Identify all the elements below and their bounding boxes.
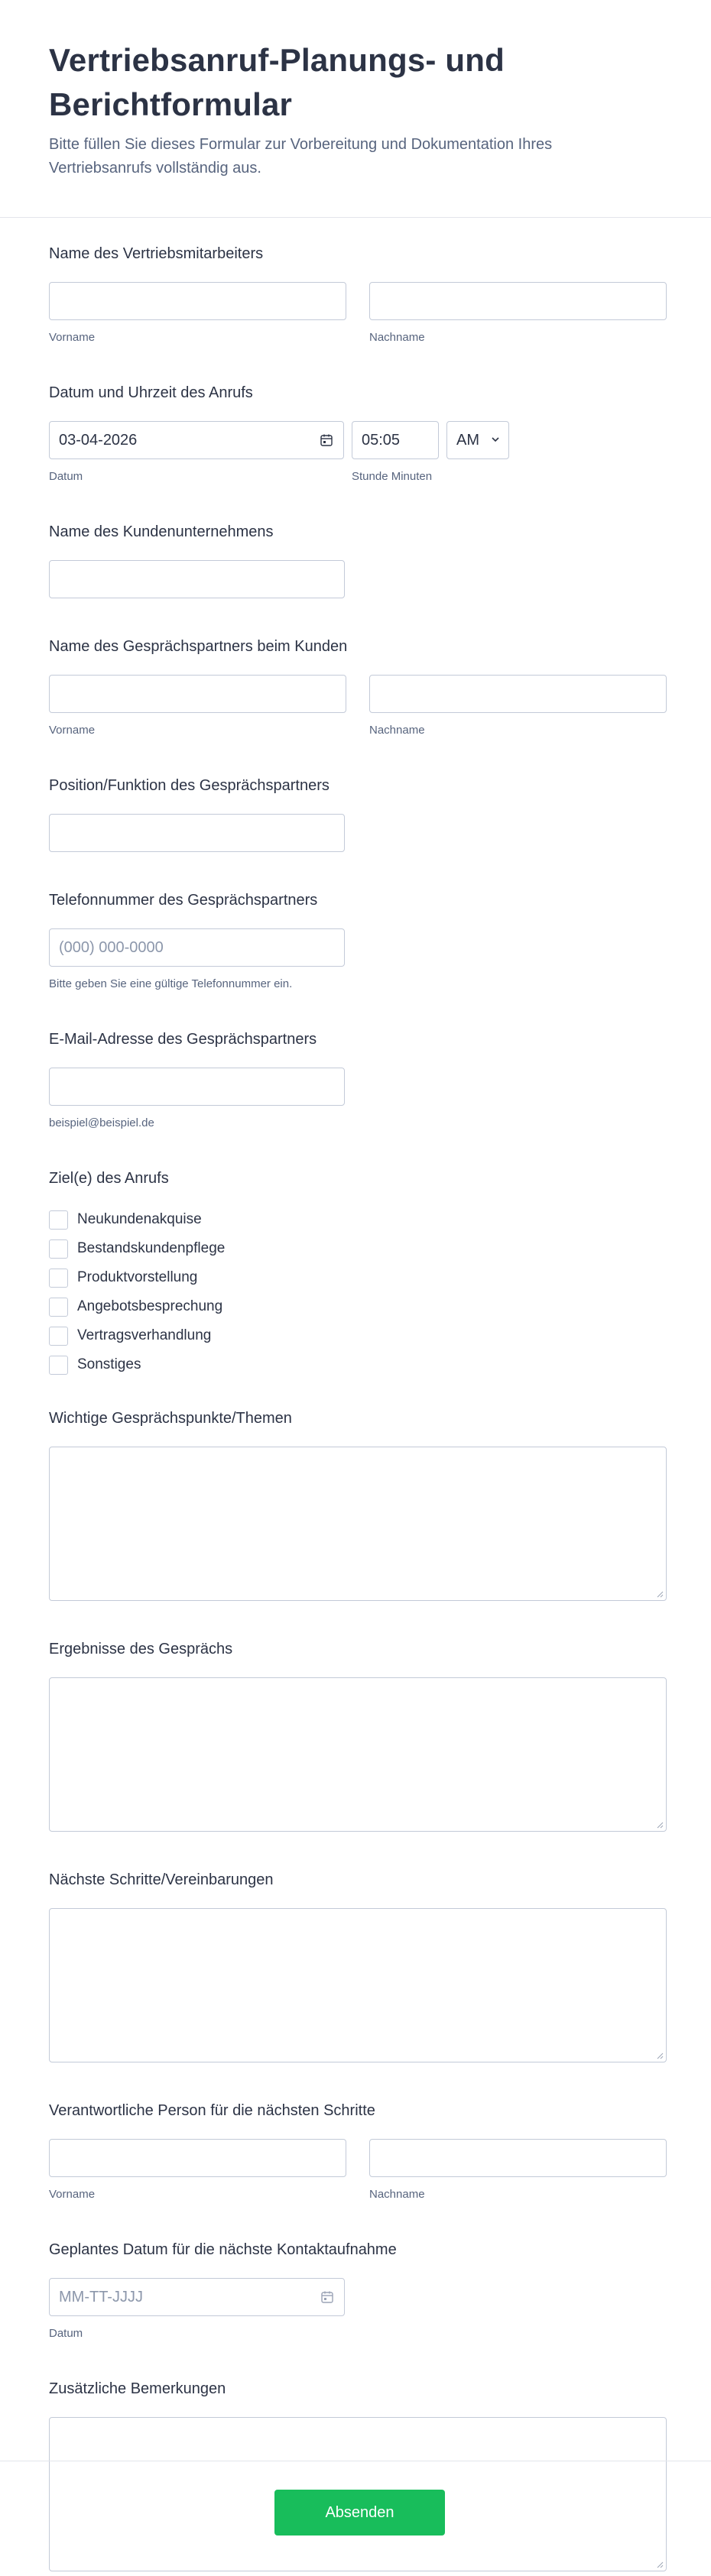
field-label: Datum und Uhrzeit des Anrufs <box>49 384 253 401</box>
goal-option[interactable] <box>49 1205 667 1234</box>
goal-option-label: Bestandskundenpflege <box>77 1240 226 1256</box>
checkbox[interactable] <box>49 1269 68 1288</box>
sublabel-last-name: Nachname <box>369 331 425 344</box>
form-subtitle-line1: Bitte füllen Sie dieses Formular zur Vorbereitung und Dokumentation Ihres <box>49 136 553 153</box>
next-steps-textarea[interactable] <box>49 1908 667 2062</box>
field-responsible <box>49 2101 667 2202</box>
form-subtitle <box>49 133 662 180</box>
goal-option-label: Neukundenakquise <box>77 1211 202 1227</box>
field-label: Geplantes Datum für die nächste Kontaktaufnahme <box>49 2241 397 2258</box>
field-topics <box>49 1408 667 1601</box>
field-company <box>49 522 667 598</box>
field-phone <box>49 890 667 991</box>
sublabel-first-name: Vorname <box>49 724 96 737</box>
goal-option-label: Sonstiges <box>77 1356 141 1372</box>
goal-option-label: Produktvorstellung <box>77 1269 198 1285</box>
goal-option[interactable] <box>49 1263 667 1292</box>
field-label: Telefonnummer des Gesprächspartners <box>49 892 318 909</box>
salesperson-first-name-input[interactable] <box>49 282 346 320</box>
form-body <box>0 218 711 2571</box>
ampm-select[interactable] <box>446 421 509 459</box>
field-label: Name des Gesprächspartners beim Kunden <box>49 638 348 655</box>
sublabel-last-name: Nachname <box>369 724 425 737</box>
call-time-input[interactable]: 05:05 <box>352 421 439 459</box>
responsible-first-name-input[interactable] <box>49 2139 346 2177</box>
salesperson-last-name-input[interactable] <box>369 282 667 320</box>
contact-last-name-input[interactable] <box>369 675 667 713</box>
field-contact <box>49 637 667 737</box>
field-call-datetime <box>49 383 667 484</box>
form-footer <box>0 2461 711 2576</box>
field-label: Zusätzliche Bemerkungen <box>49 2380 226 2397</box>
company-name-input[interactable] <box>49 560 345 598</box>
next-contact-date-input[interactable] <box>49 2278 345 2316</box>
call-date-input[interactable] <box>49 421 344 459</box>
goal-option-label: Vertragsverhandlung <box>77 1327 212 1343</box>
resize-handle-icon <box>656 1821 664 1829</box>
sublabel-date: Datum <box>49 470 83 483</box>
submit-button[interactable]: Absenden <box>274 2490 445 2535</box>
field-next-contact <box>49 2240 667 2341</box>
sublabel-last-name: Nachname <box>369 2188 425 2201</box>
sublabel-email: beispiel@beispiel.de <box>49 1116 154 1129</box>
resize-handle-icon <box>656 2052 664 2059</box>
results-textarea[interactable] <box>49 1677 667 1832</box>
field-label: Name des Kundenunternehmens <box>49 523 274 540</box>
topics-textarea[interactable] <box>49 1447 667 1601</box>
calendar-icon[interactable] <box>319 433 334 448</box>
sublabel-date: Datum <box>49 2327 83 2340</box>
field-label: Nächste Schritte/Vereinbarungen <box>49 1871 274 1888</box>
goals-checkbox-list <box>49 1205 667 1379</box>
ampm-value: AM <box>456 431 479 449</box>
contact-first-name-input[interactable] <box>49 675 346 713</box>
field-goals <box>49 1168 667 1379</box>
checkbox[interactable] <box>49 1239 68 1259</box>
form-title-line1: Vertriebsanruf-Planungs- und <box>49 42 505 78</box>
sublabel-first-name: Vorname <box>49 331 96 344</box>
goal-option-label: Angebotsbesprechung <box>77 1298 223 1314</box>
field-label: Position/Funktion des Gesprächspartners <box>49 777 330 794</box>
field-position <box>49 776 667 852</box>
field-label: Name des Vertriebsmitarbeiters <box>49 245 264 262</box>
position-input[interactable] <box>49 814 345 852</box>
field-label: E-Mail-Adresse des Gesprächspartners <box>49 1031 317 1048</box>
email-input[interactable] <box>49 1068 345 1106</box>
sublabel-time: Stunde Minuten <box>352 470 433 483</box>
field-label: Ergebnisse des Gesprächs <box>49 1641 233 1657</box>
form-header <box>0 0 711 218</box>
goal-option[interactable] <box>49 1234 667 1263</box>
field-label: Wichtige Gesprächspunkte/Themen <box>49 1410 292 1427</box>
checkbox[interactable] <box>49 1210 68 1230</box>
form-title <box>49 38 662 127</box>
checkbox[interactable] <box>49 1298 68 1317</box>
sublabel-phone: Bitte geben Sie eine gültige Telefonnummer ein. <box>49 977 293 990</box>
form-subtitle-line2: Vertriebsanrufs vollständig aus. <box>49 160 261 177</box>
goal-option[interactable] <box>49 1350 667 1379</box>
field-results <box>49 1639 667 1832</box>
chevron-down-icon <box>490 432 501 449</box>
field-salesperson <box>49 244 667 345</box>
form-title-line2: Berichtformular <box>49 86 293 122</box>
checkbox[interactable] <box>49 1327 68 1346</box>
responsible-last-name-input[interactable] <box>369 2139 667 2177</box>
goal-option[interactable] <box>49 1321 667 1350</box>
next-contact-date-placeholder: MM-TT-JJJJ <box>59 2288 143 2305</box>
sublabel-first-name: Vorname <box>49 2188 96 2201</box>
field-email <box>49 1029 667 1130</box>
calendar-icon[interactable] <box>320 2289 335 2305</box>
goal-option[interactable] <box>49 1292 667 1321</box>
checkbox[interactable] <box>49 1356 68 1375</box>
phone-input[interactable]: (000) 000-0000 <box>49 928 345 967</box>
resize-handle-icon <box>656 1590 664 1598</box>
field-label: Verantwortliche Person für die nächsten Schritte <box>49 2102 375 2119</box>
field-label: Ziel(e) des Anrufs <box>49 1170 169 1187</box>
call-date-value: 03-04-2026 <box>59 431 138 449</box>
field-next-steps <box>49 1870 667 2062</box>
